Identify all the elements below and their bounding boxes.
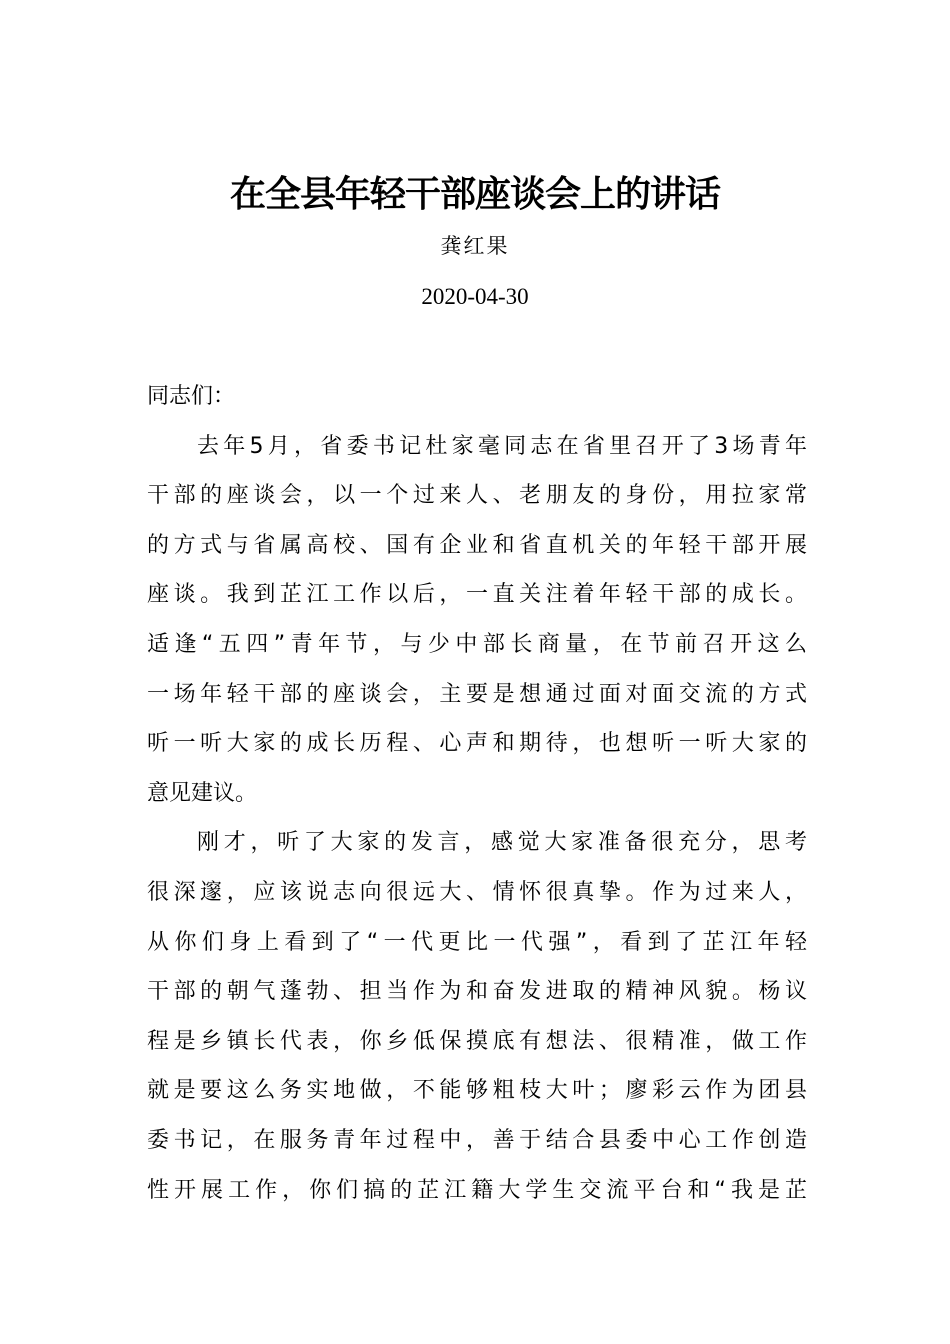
text-line: 委书记，在服务青年过程中，善于结合县委中心工作创造 xyxy=(147,1127,807,1153)
paragraph-1 xyxy=(147,422,807,819)
text-line: 干部的座谈会，以一个过来人、老朋友的身份，用拉家常 xyxy=(147,483,807,509)
paragraph-2 xyxy=(147,818,807,1215)
document-date: 2020-04-30 xyxy=(421,284,529,309)
text-line: 适逢“五四”青年节，与少中部长商量，在节前召开这么 xyxy=(147,631,807,657)
text-line: 很深邃，应该说志向很远大、情怀很真挚。作为过来人， xyxy=(147,879,807,905)
text-line: 的方式与省属高校、国有企业和省直机关的年轻干部开展 xyxy=(147,532,807,558)
text-line: 性开展工作，你们搞的芷江籍大学生交流平台和“我是芷 xyxy=(147,1177,807,1203)
document-title: 在全县年轻干部座谈会上的讲话 xyxy=(229,173,720,215)
text-line: 听一听大家的成长历程、心声和期待，也想听一听大家的 xyxy=(147,731,807,757)
text-line: 去年5月，省委书记杜家毫同志在省里召开了3场青年 xyxy=(197,433,807,459)
text-line: 一场年轻干部的座谈会，主要是想通过面对面交流的方式 xyxy=(147,681,807,707)
text-line: 就是要这么务实地做，不能够粗枝大叶；廖彩云作为团县 xyxy=(147,1078,807,1104)
document-body xyxy=(147,372,807,1215)
salutation: 同志们： xyxy=(147,384,236,409)
document-author: 龚红果 xyxy=(440,234,510,258)
text-line: 意见建议。 xyxy=(147,780,258,806)
text-line: 从你们身上看到了“一代更比一代强”，看到了芷江年轻 xyxy=(147,929,807,955)
text-line: 刚才，听了大家的发言，感觉大家准备很充分，思考 xyxy=(197,830,807,856)
text-line: 干部的朝气蓬勃、担当作为和奋发进取的精神风貌。杨议 xyxy=(147,979,807,1005)
text-line: 座谈。我到芷江工作以后，一直关注着年轻干部的成长。 xyxy=(147,582,807,608)
text-line: 程是乡镇长代表，你乡低保摸底有想法、很精准，做工作 xyxy=(147,1028,807,1054)
